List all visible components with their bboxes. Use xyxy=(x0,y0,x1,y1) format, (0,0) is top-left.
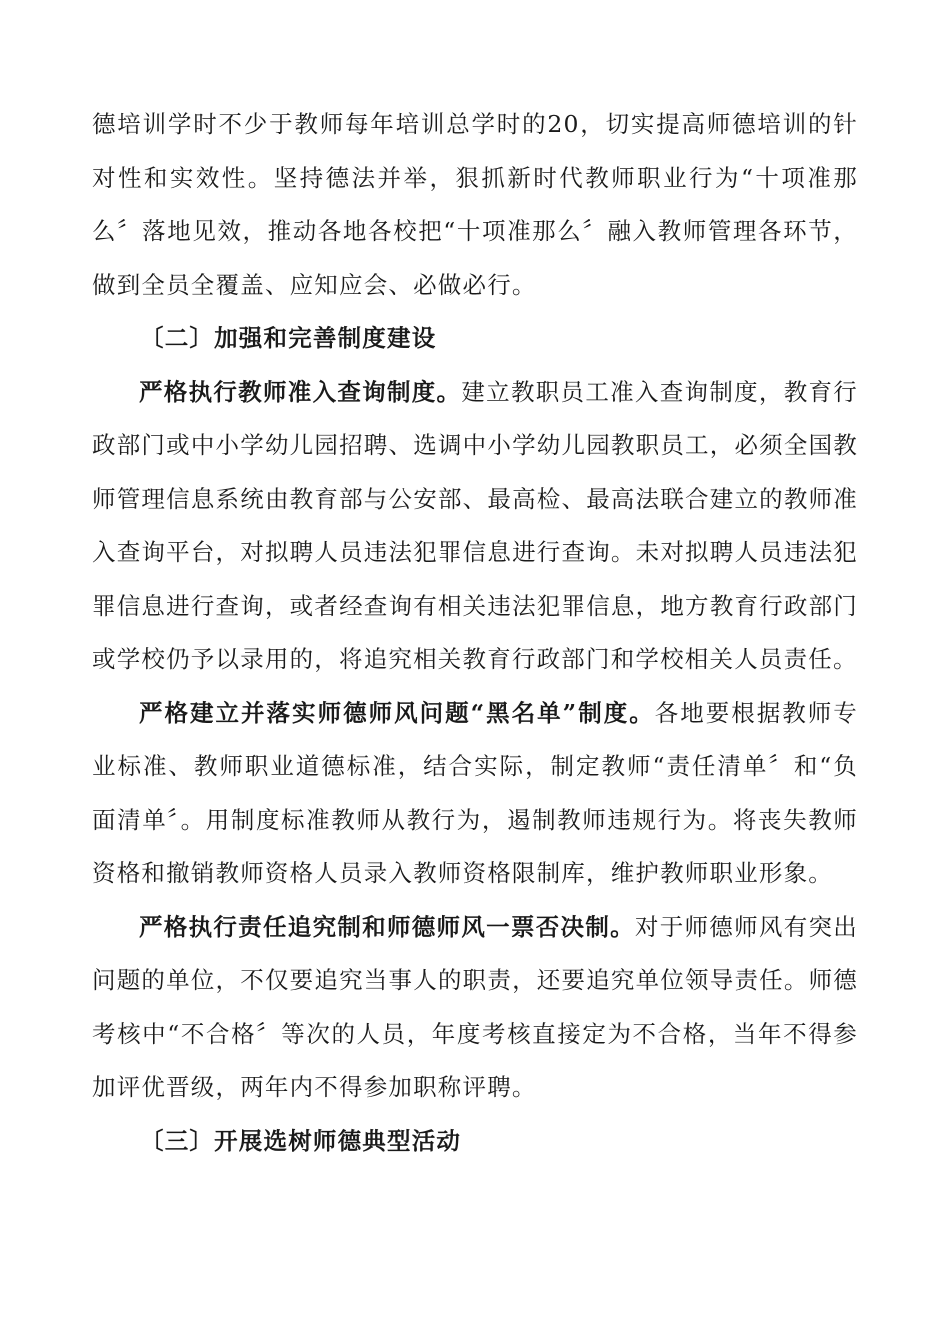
body-accountability: 对于师德师风有突出问题的单位，不仅要追究当事人的职责，还要追究单位领导责任。师德考核中“不合格〞等次的人员，年度考核直接定为不合格，当年不得参加评优晋级，两年内不得参加职称评聘。 xyxy=(92,912,858,1101)
section-heading-system-building: 〔二〕加强和完善制度建设 xyxy=(140,324,437,352)
paragraph-blacklist xyxy=(92,687,858,901)
paragraph-training-hours: 德培训学时不少于教师每年培训总学时的20，切实提高师德培训的针对性和实效性。坚持德法并举，狠抓新时代教师职业行为“十项准那么〞落地见效，推动各地各校把“十项准那么〞融入教师管理各环节，做到全员全覆盖、应知应会、必做必行。 xyxy=(92,110,858,299)
paragraph-accountability xyxy=(92,901,858,1115)
body-blacklist: 各地要根据教师专业标准、教师职业道德标准，结合实际，制定教师“责任清单〞和“负面清单〞。用制度标准教师从教行为，遏制教师违规行为。将丧失教师资格和撤销教师资格人员录入教师资格限制库，维护教师职业形象。 xyxy=(92,698,858,887)
body-admission-query: 建立教职员工准入查询制度，教育行政部门或中小学幼儿园招聘、选调中小学幼儿园教职员工，必须全国教师管理信息系统由教育部与公安部、最高检、最高法联合建立的教师准入查询平台，对拟聘人员违法犯罪信息进行查询。未对拟聘人员违法犯罪信息进行查询，或者经查询有相关违法犯罪信息，地方教育行政部门或学校仍予以录用的，将追究相关教育行政部门和学校相关人员责任。 xyxy=(92,377,858,673)
lead-admission-query: 严格执行教师准入查询制度。 xyxy=(139,377,462,406)
lead-accountability: 严格执行责任追究制和师德师风一票否决制。 xyxy=(139,912,635,941)
document-body xyxy=(92,98,858,1168)
section-heading-role-models: 〔三〕开展选树师德典型活动 xyxy=(140,1126,462,1155)
paragraph-admission-query xyxy=(92,366,858,687)
lead-blacklist: 严格建立并落实师德师风问题“黑名单”制度。 xyxy=(139,698,655,727)
